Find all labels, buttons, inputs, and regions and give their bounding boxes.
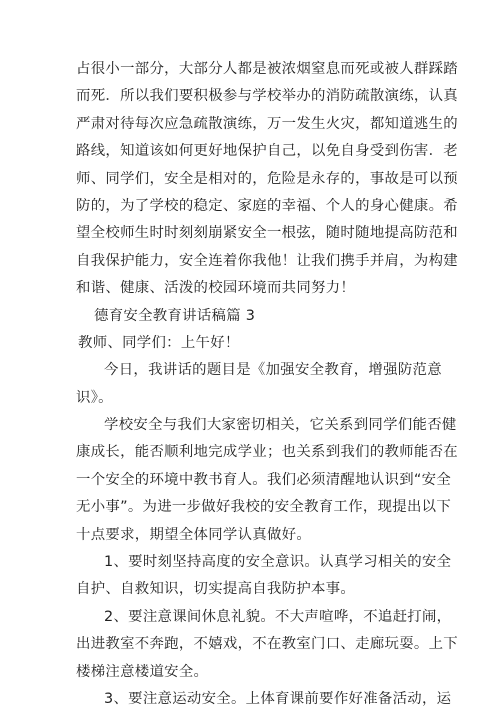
text-line: 和谐、健康、活泼的校园环境而共同努力！ — [76, 280, 356, 297]
text-line: 望全校师生时时刻刻崩紧安全一根弦，随时随地提高防范和 — [76, 225, 458, 242]
section-heading: 德育安全教育讲话稿篇 3 — [94, 307, 256, 324]
text-line: 识》。 — [76, 389, 113, 406]
text-line: 严肃对待每次应急疏散演练，万一发生火灾，都知道逃生的 — [76, 115, 458, 132]
greeting-line: 教师、同学们：上午好！ — [78, 334, 240, 351]
text-line: 3、要注意运动安全。上体育课前要作好准备活动，运 — [104, 690, 452, 707]
text-line: 而死．所以我们要积极参与学校举办的消防疏散演练，认真 — [76, 88, 458, 105]
text-line: 今日，我讲话的题目是《加强安全教育，增强防范意 — [104, 362, 442, 379]
text-line: 占很小一部分，大部分人都是被浓烟窒息而死或被人群踩踏 — [76, 61, 458, 77]
text-line: 师、同学们，安全是相对的，危险是永存的，事故是可以预 — [76, 170, 458, 187]
text-line: 学校安全与我们大家密切相关，它关系到同学们能否健 — [104, 417, 457, 434]
text-line: 康成长，能否顺利地完成学业；也关系到我们的教师能否在 — [76, 444, 458, 461]
text-line: 1、要时刻坚持高度的安全意识。认真学习相关的安全 — [104, 554, 452, 571]
text-line: 自护、自救知识，切实提高自我防护本事。 — [76, 581, 356, 598]
text-line: 无小事”。为进一步做好我校的安全教育工作，现提出以下 — [76, 499, 452, 516]
text-line: 十点要求，期望全体同学认真做好。 — [76, 526, 312, 543]
text-line: 路线，知道该如何更好地保护自己，以免自身受到伤害．老 — [76, 143, 458, 160]
text-line: 2、要注意课间休息礼貌。不大声喧哗，不追赶打闹， — [104, 608, 452, 625]
text-line: 楼梯注意楼道安全。 — [76, 663, 209, 680]
text-line: 出进教室不奔跑，不嬉戏，不在教室门口、走廊玩耍。上下 — [76, 636, 458, 653]
text-line: 防的，为了学校的稳定、家庭的幸福、个人的身心健康。希 — [76, 197, 458, 214]
text-line: 一个安全的环境中教书育人。我们必须清醒地认识到“安全 — [76, 471, 452, 488]
text-line: 自我保护能力，安全连着你我他！让我们携手并肩，为构建 — [76, 252, 458, 269]
